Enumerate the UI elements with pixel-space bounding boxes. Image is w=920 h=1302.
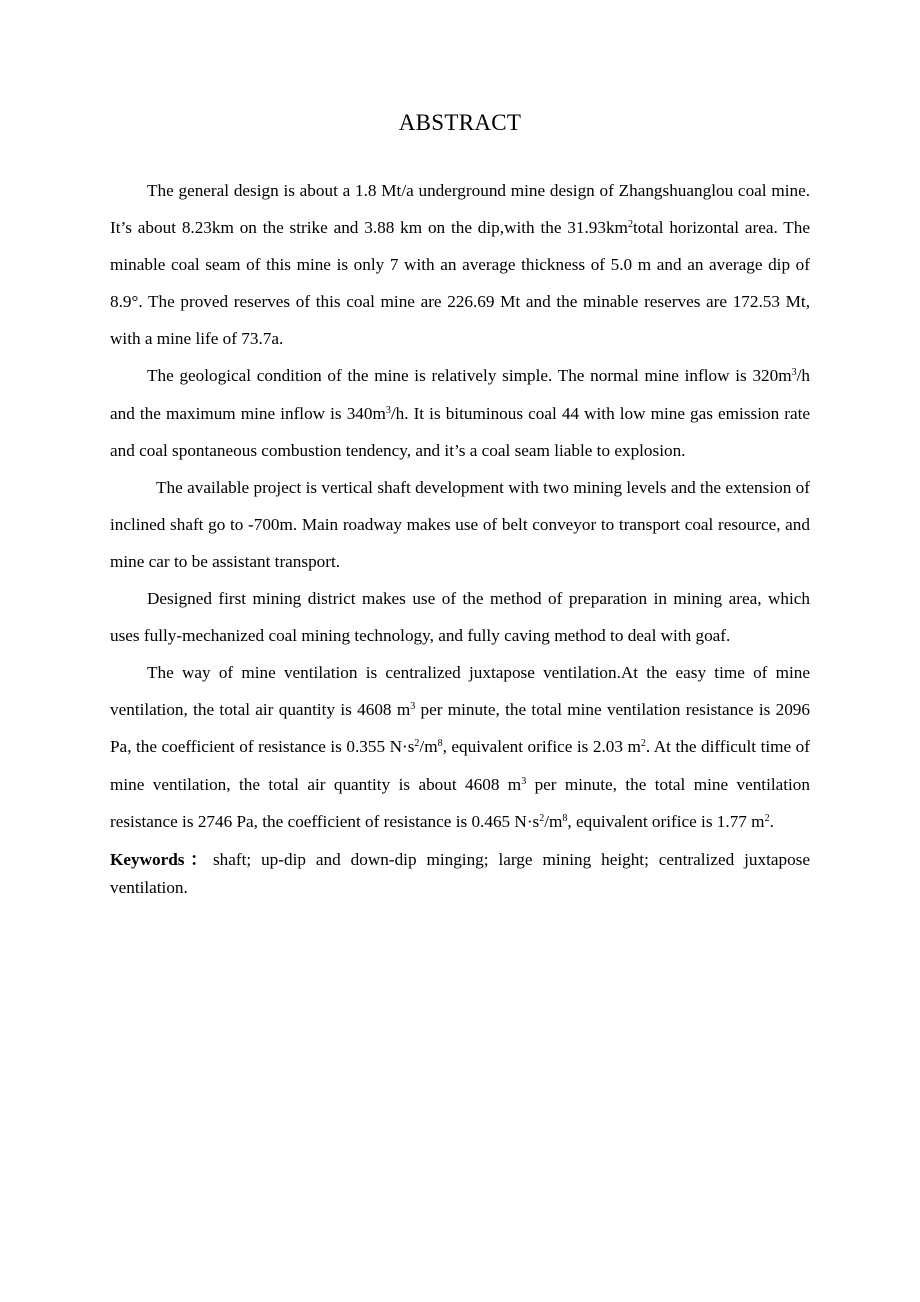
abstract-body xyxy=(110,172,810,902)
superscript: 3 xyxy=(410,701,416,713)
superscript: 8 xyxy=(562,812,568,824)
paragraph-general-design xyxy=(110,172,810,357)
paragraph-development: The available project is vertical shaft development with two mining levels and the extension of inclined shaft go to -700m. Main roadway makes use of belt conveyor to transport coal resource, and mine car to be assistant transport. xyxy=(110,477,810,571)
superscript: 2 xyxy=(627,219,633,231)
superscript: 3 xyxy=(791,367,797,379)
superscript: 8 xyxy=(437,738,443,750)
text-run: total horizontal area. The minable coal seam of this mine is only 7 with an average thickness of 5.0 m and an average dip of 8.9°. The proved reserves of this coal mine are 226.69 Mt and the minable reserves are 172.53 Mt, with a mine life of 73.7a. xyxy=(110,218,810,349)
text-run: The geological condition of the mine is relatively simple. The normal mine inflow is 320m xyxy=(147,366,792,386)
text-run: /h and the maximum mine inflow is 340m xyxy=(110,366,810,423)
keywords-text: shaft; up-dip and down-dip minging; large mining height; centralized juxtapose ventilation. xyxy=(110,849,810,897)
superscript: 3 xyxy=(521,775,527,787)
text-run: The way of mine ventilation is centralized juxtapose ventilation.At the easy time of mine ventilation, the total air quantity is 4608 m xyxy=(110,663,810,720)
superscript: 2 xyxy=(414,738,420,750)
text-run: . xyxy=(769,811,774,831)
text-run: . At the difficult time of mine ventilation, the total air quantity is about 4608 m xyxy=(110,737,811,794)
text-run: /m xyxy=(544,811,563,831)
superscript: 3 xyxy=(385,404,391,416)
superscript: 2 xyxy=(539,812,545,824)
paragraph-mining-district: Designed first mining district makes use of the method of preparation in mining area, which uses fully-mechanized coal mining technology, and fully caving method to deal with goaf. xyxy=(110,589,810,646)
text-run: /m xyxy=(419,737,438,757)
paragraph-geology xyxy=(110,357,810,468)
text-run: per minute, the total mine ventilation resistance is 2746 Pa, the coefficient of resistance is 0.465 N·s xyxy=(110,774,810,831)
text-run: /h. It is bituminous coal 44 with low mine gas emission rate and coal spontaneous combustion tendency, and it’s a coal seam liable to explosion. xyxy=(110,403,810,460)
text-run: The general design is about a 1.8 Mt/a underground mine design of Zhangshuanglou coal mine. It’s about 8.23km on the strike and 3.88 km on the dip,with the 31.93km xyxy=(110,181,810,238)
text-run: , equivalent orifice is 1.77 m xyxy=(567,811,765,831)
keywords-line xyxy=(110,846,810,902)
text-run: per minute, the total mine ventilation resistance is 2096 Pa, the coefficient of resistance is 0.355 N·s xyxy=(110,700,810,757)
text-run: , equivalent orifice is 2.03 m xyxy=(442,737,641,757)
keywords-label: Keywords： xyxy=(110,849,213,869)
superscript: 2 xyxy=(764,812,770,824)
abstract-title: ABSTRACT xyxy=(398,110,522,135)
paragraph-ventilation xyxy=(110,654,810,839)
superscript: 2 xyxy=(640,738,646,750)
